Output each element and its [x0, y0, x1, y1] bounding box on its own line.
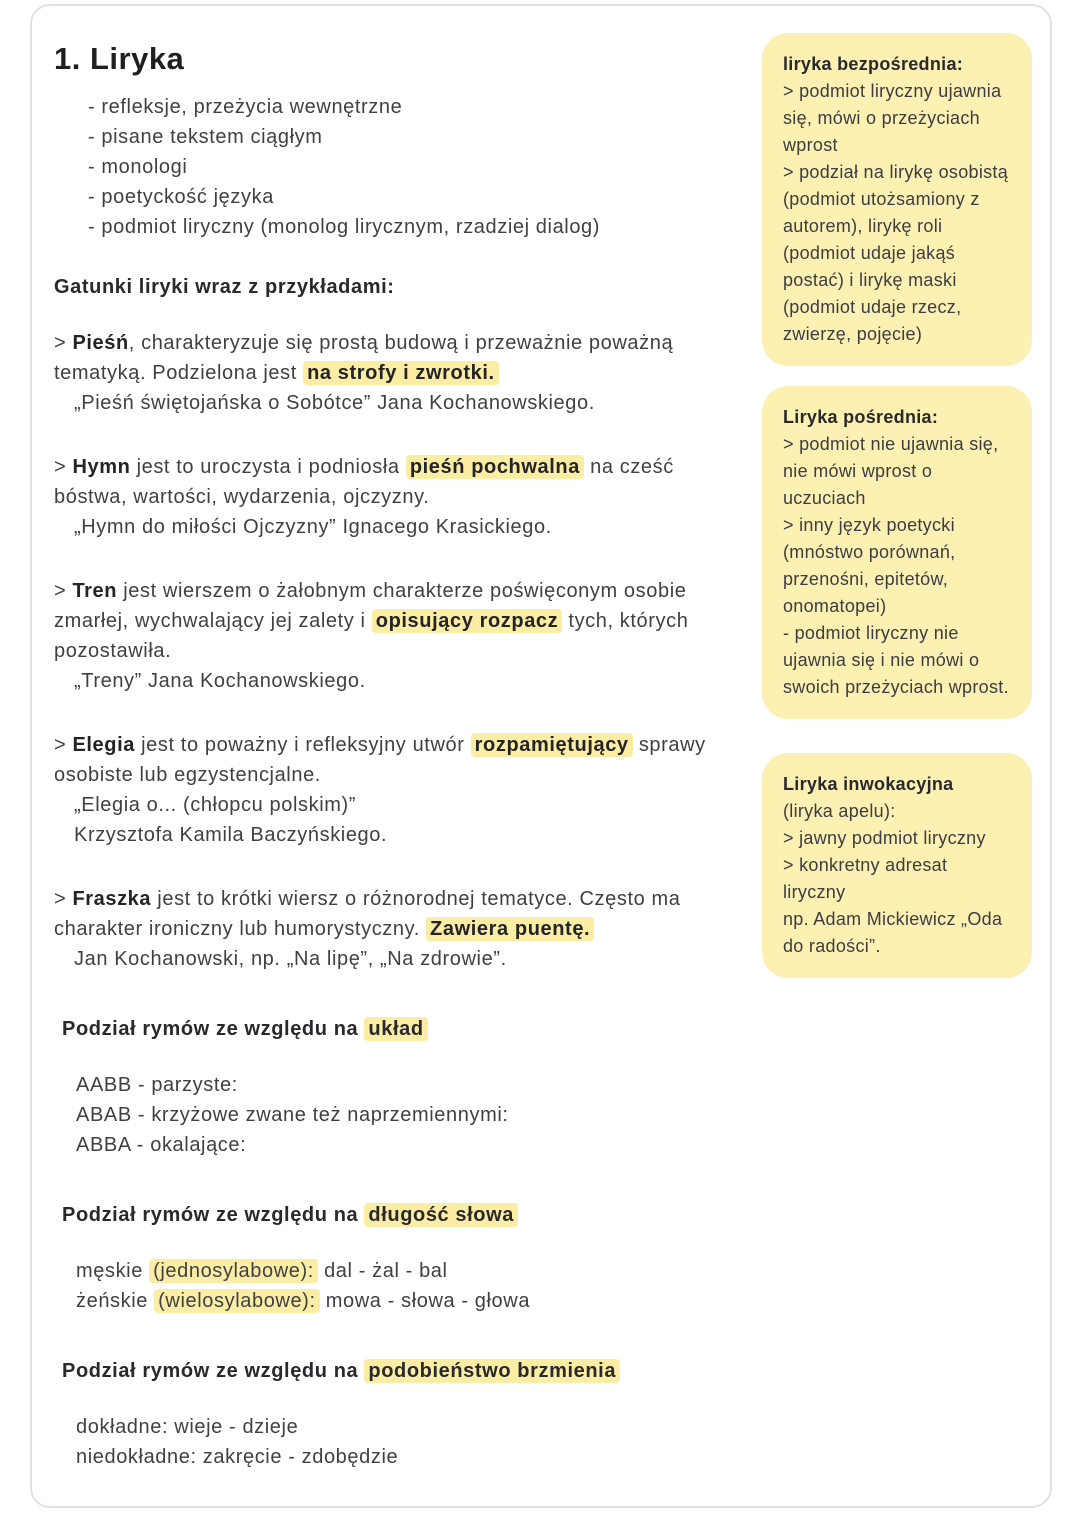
rhyme-line: ABBA - okalające: [76, 1134, 247, 1156]
rhyme-line: dokładne: wieje - dzieje [76, 1416, 299, 1438]
highlight-phrase: układ [364, 1017, 427, 1041]
note-box-liryka-inwokacyjna [762, 753, 1032, 978]
highlight-phrase: (jednosylabowe): [149, 1259, 318, 1283]
genre-description [54, 730, 714, 790]
note-line: > konkretny adresat liryczny [783, 855, 948, 902]
note-line: > podmiot liryczny ujawnia się, mówi o przeżyciach wprost [783, 81, 1002, 155]
note-box-title: liryka bezpośrednia: [783, 54, 964, 74]
rhyme-list-brzmienie [54, 1412, 714, 1472]
highlight-phrase: opisujący rozpacz [372, 609, 562, 633]
rhyme-text: dal - żal - bal [317, 1260, 448, 1282]
genre-text: jest wierszem o żałobnym charakterze poświęconym osobie zmarłej, wychwalający jej zalety i [54, 580, 687, 632]
bullet-item: - poetyckość języka [88, 186, 274, 208]
arrow-marker: > [54, 888, 73, 910]
genre-term: Hymn [72, 456, 131, 478]
genre-hymn [54, 452, 714, 542]
rhyme-line [54, 1286, 714, 1316]
rhyme-text: żeńskie [76, 1290, 155, 1312]
arrow-marker: > [54, 580, 73, 602]
genre-text: jest to poważny i refleksyjny utwór [134, 734, 471, 756]
note-box-subtitle: (liryka apelu): [783, 801, 896, 821]
genre-term: Pieśń [72, 332, 129, 354]
highlight-phrase: (wielosylabowe): [154, 1289, 319, 1313]
highlight-phrase: rozpamiętujący [471, 733, 633, 757]
rhyme-list-uklad [54, 1070, 714, 1160]
rhyme-heading-uklad [54, 1014, 714, 1044]
rhyme-heading-dlugosc [54, 1200, 714, 1230]
highlight-phrase: długość słowa [364, 1203, 518, 1227]
genre-description [54, 452, 714, 512]
rhyme-line: niedokładne: zakręcie - zdobędzie [76, 1446, 399, 1468]
genre-term: Fraszka [72, 888, 152, 910]
genre-text: , charakteryzuje się prostą budową i przeważnie poważną tematyką. Podzielona jest [54, 332, 674, 384]
arrow-marker: > [54, 456, 73, 478]
genre-elegia [54, 730, 714, 850]
main-column [54, 40, 714, 1472]
highlight-phrase: podobieństwo brzmienia [364, 1359, 620, 1383]
rhyme-line: ABAB - krzyżowe zwane też naprzemiennymi: [76, 1104, 509, 1126]
genres-heading: Gatunki liryki wraz z przykładami: [54, 276, 395, 298]
bullet-item: - podmiot liryczny (monolog lirycznym, rzadziej dialog) [88, 216, 601, 238]
genre-text: jest to krótki wiersz o różnorodnej tematyce. Często ma charakter ironiczny lub humorystyczny. [54, 888, 681, 940]
genre-description [54, 328, 714, 388]
genre-tren [54, 576, 714, 696]
note-box-title: Liryka pośrednia: [783, 407, 939, 427]
rhyme-line: AABB - parzyste: [76, 1074, 238, 1096]
genre-example: „Pieśń świętojańska o Sobótce” Jana Kochanowskiego. [74, 392, 595, 414]
genre-example: Krzysztofa Kamila Baczyńskiego. [74, 824, 388, 846]
page-title: 1. Liryka [54, 41, 185, 76]
note-line: > podział na lirykę osobistą (podmiot utożsamiony z autorem), lirykę roli (podmiot udaje jakąś postać) i lirykę maski (podmiot udaje rzecz, zwierzę, pojęcie) [783, 162, 1009, 344]
heading-text: Podział rymów ze względu na [62, 1018, 365, 1040]
bullet-item: - refleksje, przeżycia wewnętrzne [88, 96, 403, 118]
note-box-liryka-posrednia [762, 386, 1032, 719]
genre-example: „Treny” Jana Kochanowskiego. [74, 670, 366, 692]
rhyme-text: męskie [76, 1260, 150, 1282]
bullet-item: - pisane tekstem ciągłym [88, 126, 323, 148]
genre-description [54, 884, 714, 944]
note-line: np. Adam Mickiewicz „Oda do radości”. [783, 909, 1003, 956]
genre-fraszka [54, 884, 714, 974]
note-box-liryka-bezposrednia [762, 33, 1032, 366]
genre-text: sprawy osobiste lub egzystencjalne. [54, 734, 706, 786]
intro-bullet-list [54, 92, 714, 242]
rhyme-list-dlugosc [54, 1256, 714, 1316]
note-line: > inny język poetycki (mnóstwo porównań, przenośni, epitetów, onomatopei) [783, 515, 956, 616]
genre-text: jest to uroczysta i podniosła [130, 456, 406, 478]
note-line: - podmiot liryczny nie ujawnia się i nie mówi o swoich przeżyciach wprost. [783, 623, 1009, 697]
genre-term: Tren [72, 580, 118, 602]
arrow-marker: > [54, 734, 73, 756]
highlight-phrase: Zawiera puentę. [426, 917, 594, 941]
bullet-item: - monologi [88, 156, 188, 178]
highlight-phrase: na strofy i zwrotki. [303, 361, 499, 385]
genre-example: „Elegia o... (chłopcu polskim)” [74, 794, 357, 816]
note-line: > podmiot nie ujawnia się, nie mówi wprost o uczuciach [783, 434, 999, 508]
heading-text: Podział rymów ze względu na [62, 1360, 365, 1382]
genre-piesn [54, 328, 714, 418]
genre-text: na cześć bóstwa, wartości, wydarzenia, ojczyzny. [54, 456, 674, 508]
rhyme-line [54, 1256, 714, 1286]
genre-text: tych, których pozostawiła. [54, 610, 689, 662]
highlight-phrase: pieśń pochwalna [406, 455, 584, 479]
note-box-title: Liryka inwokacyjna [783, 774, 954, 794]
genre-term: Elegia [72, 734, 135, 756]
note-line: > jawny podmiot liryczny [783, 828, 986, 848]
rhyme-heading-brzmienie [54, 1356, 714, 1386]
heading-text: Podział rymów ze względu na [62, 1204, 365, 1226]
rhyme-text: mowa - słowa - głowa [319, 1290, 531, 1312]
genre-example: Jan Kochanowski, np. „Na lipę”, „Na zdrowie”. [74, 948, 507, 970]
side-column [762, 33, 1032, 998]
arrow-marker: > [54, 332, 73, 354]
genre-description [54, 576, 714, 666]
genre-example: „Hymn do miłości Ojczyzny” Ignacego Krasickiego. [74, 516, 552, 538]
